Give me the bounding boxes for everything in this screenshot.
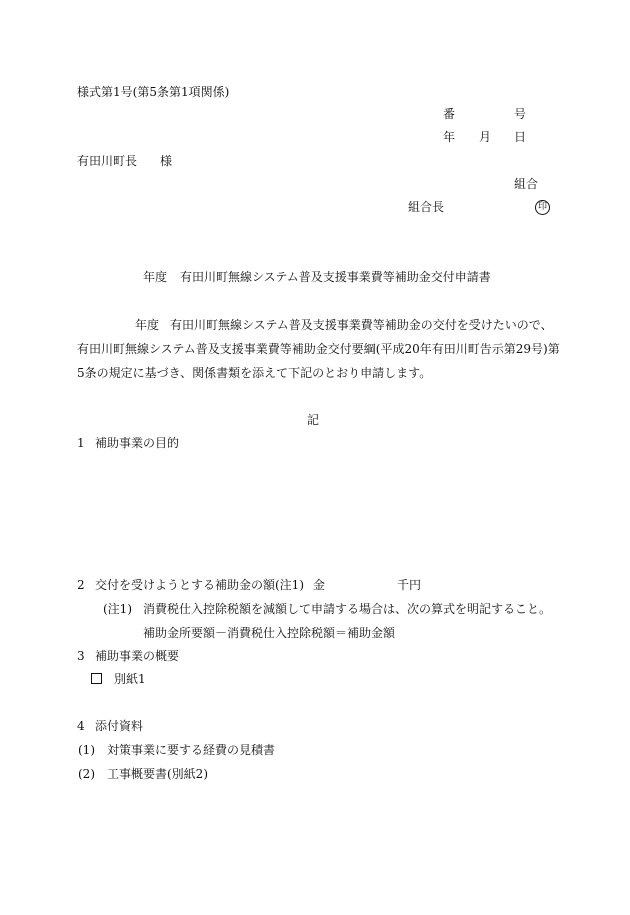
- attachment-2-text: 工事概要書(別紙2): [107, 767, 208, 781]
- item-3-number: 3: [77, 649, 85, 663]
- option-checkbox[interactable]: [91, 673, 102, 684]
- ki-heading: 記: [307, 413, 320, 427]
- body-line-2: 有田川町無線システム普及支援事業費等補助金交付要綱(平成20年有田川町告示第29号)第: [77, 342, 560, 356]
- formula: 補助金所要額－消費税仕入控除税額＝補助金額: [143, 626, 396, 640]
- item-1-label: 補助事業の目的: [95, 436, 180, 450]
- item-4-label: 添付資料: [95, 719, 144, 733]
- document-title: 有田川町無線システム普及支援事業費等補助金交付申請書: [180, 270, 491, 284]
- attachment-2-number: (2): [78, 767, 95, 781]
- note-1-text: 消費税仕入控除税額を減額して申請する場合は、次の算式を明記すること。: [143, 602, 552, 616]
- month-label: 月: [479, 130, 492, 144]
- item-2-number: 2: [77, 578, 85, 592]
- item-4-number: 4: [77, 719, 85, 733]
- applicant-head: 組合長: [408, 200, 445, 214]
- note-1-label: (注1): [103, 602, 132, 616]
- year-label: 年: [443, 130, 456, 144]
- item-1-number: 1: [77, 436, 85, 450]
- item-2-unit: 千円: [397, 578, 422, 592]
- item-3-option: 別紙1: [114, 672, 146, 686]
- number-label: 番: [443, 107, 456, 121]
- body-line-1: 有田川町無線システム普及支援事業費等補助金の交付を受けたいので、: [170, 318, 553, 332]
- addressee-honorific: 様: [160, 154, 173, 168]
- number-suffix: 号: [514, 107, 527, 121]
- title-year: 年度: [143, 270, 168, 284]
- attachment-1-number: (1): [78, 743, 95, 757]
- item-2-label: 交付を受けようとする補助金の額(注1): [95, 578, 304, 592]
- body-line-3: 5条の規定に基づき、関係書類を添えて下記のとおり申請します。: [77, 366, 432, 380]
- applicant-org: 組合: [514, 177, 539, 191]
- day-label: 日: [514, 130, 527, 144]
- body-year: 年度: [135, 318, 160, 332]
- form-number: 様式第1号(第5条第1項関係): [77, 85, 230, 99]
- addressee-name: 有田川町長: [77, 154, 138, 168]
- item-3-label: 補助事業の概要: [95, 649, 180, 663]
- seal-mark: 印: [535, 200, 550, 215]
- item-2-kin: 金: [313, 578, 326, 592]
- attachment-1-text: 対策事業に要する経費の見積書: [107, 743, 276, 757]
